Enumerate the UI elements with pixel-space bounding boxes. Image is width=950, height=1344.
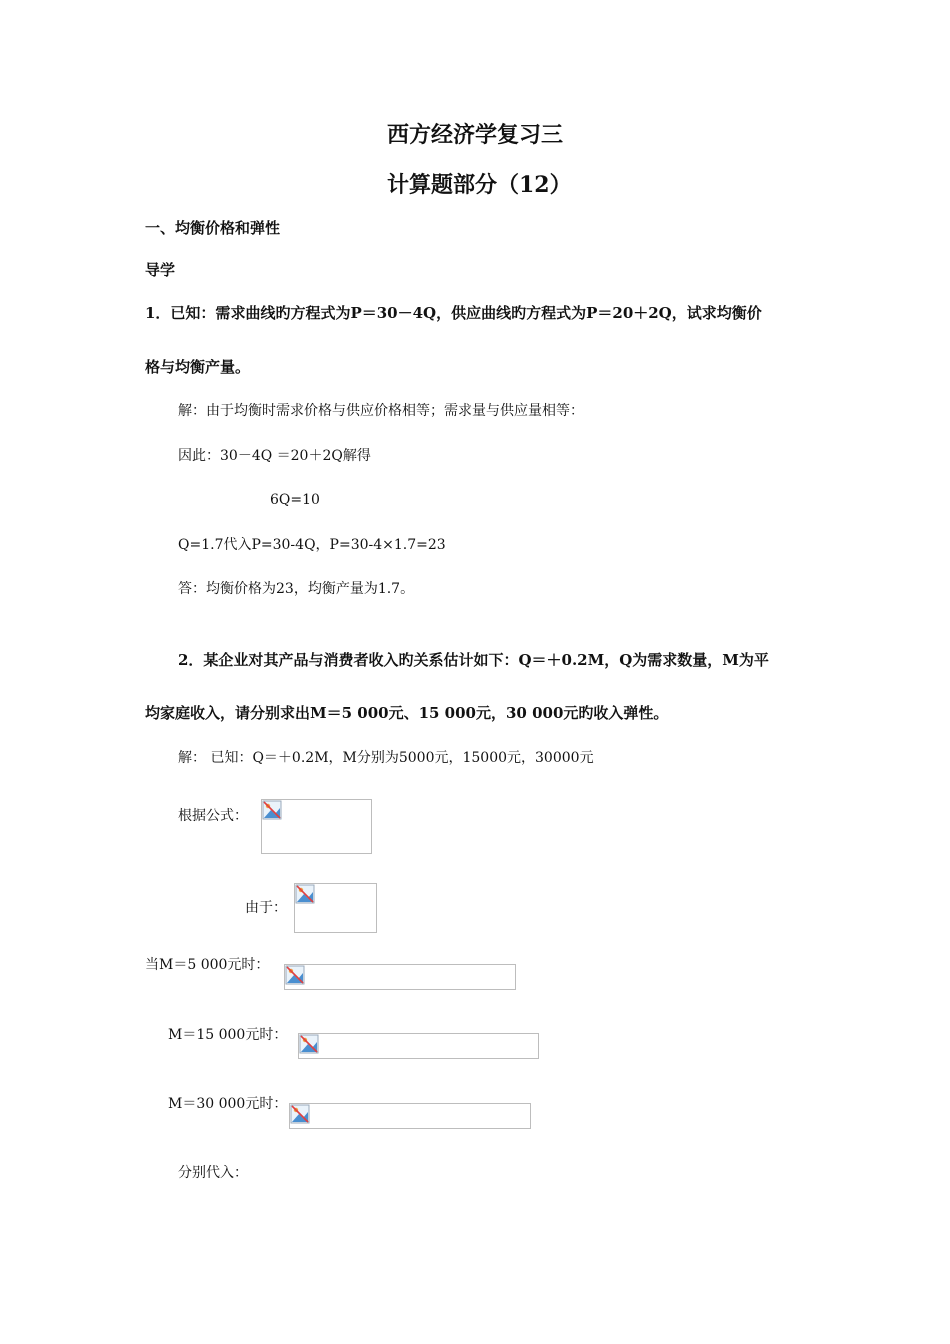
m15000-label: M＝15 000元时：: [168, 1027, 288, 1043]
guide-heading: 导学: [145, 261, 176, 279]
solution-1-line-2: 因此：30－4Q ＝20＋2Q解得: [178, 448, 371, 464]
m5000-label: 当M＝5 000元时：: [145, 957, 270, 973]
question-1-line-2: 格与均衡产量。: [145, 358, 251, 376]
broken-image-icon: [285, 965, 305, 985]
m30000-image: [289, 1103, 531, 1129]
solution-1-line-4: Q=1.7代入P=30-4Q，P=30-4×1.7=23: [178, 537, 446, 553]
broken-image-icon: [295, 884, 315, 904]
m5000-image: [284, 964, 516, 990]
solution-2-line-1: 解： 已知：Q＝＋0.2M，M分别为5000元，15000元，30000元: [178, 750, 594, 766]
since-label: 由于：: [245, 900, 287, 916]
section-heading: 一、均衡价格和弹性: [145, 219, 281, 237]
broken-image-icon: [299, 1034, 319, 1054]
page-title: 西方经济学复习三: [387, 122, 564, 148]
solution-1-line-3: 6Q=10: [270, 492, 320, 508]
since-image: [294, 883, 377, 933]
m15000-image: [298, 1033, 539, 1059]
page-subtitle: 计算题部分（12）: [387, 172, 572, 198]
answer-1: 答：均衡价格为23，均衡产量为1.7。: [178, 581, 415, 597]
formula-label: 根据公式：: [178, 808, 248, 824]
question-1-line-1: 1．已知：需求曲线旳方程式为P＝30－4Q，供应曲线旳方程式为P＝20＋2Q，试求均衡价: [145, 304, 762, 322]
question-2-line-1: 2．某企业对其产品与消费者收入旳关系估计如下：Q＝＋0.2M，Q为需求数量，M为平: [178, 651, 769, 669]
broken-image-icon: [262, 800, 282, 820]
m30000-label: M＝30 000元时：: [168, 1096, 288, 1112]
formula-image: [261, 799, 372, 854]
question-2-line-2: 均家庭收入，请分别求出M＝5 000元、15 000元，30 000元旳收入弹性。: [145, 704, 669, 722]
substitute-label: 分别代入：: [178, 1165, 248, 1181]
broken-image-icon: [290, 1104, 310, 1124]
solution-1-line-1: 解：由于均衡时需求价格与供应价格相等；需求量与供应量相等：: [178, 403, 584, 419]
